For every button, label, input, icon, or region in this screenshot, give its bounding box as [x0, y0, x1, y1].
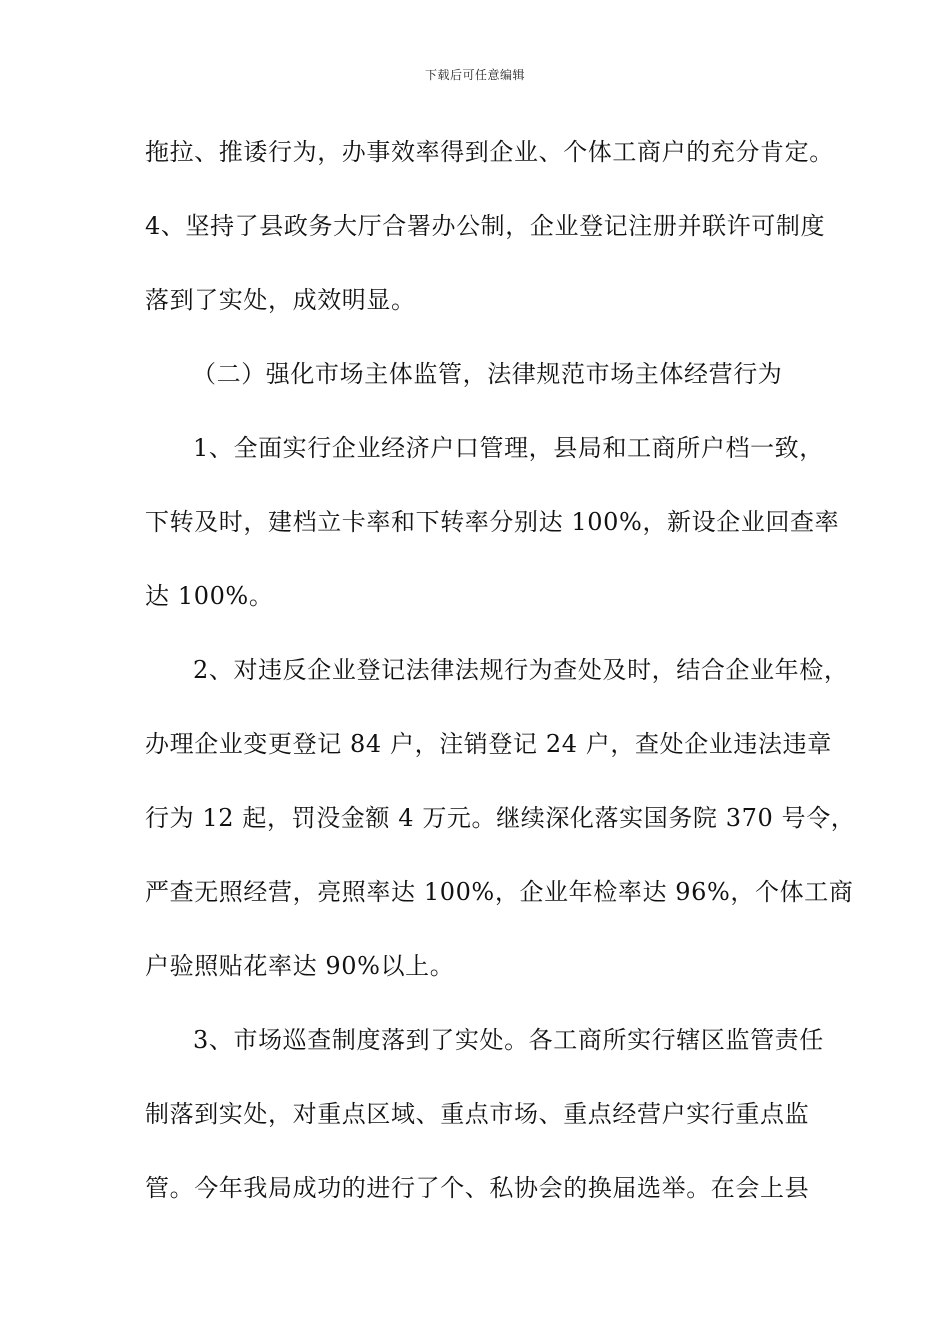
body-line: 管。今年我局成功的进行了个、私协会的换届选举。在会上县 — [145, 1174, 810, 1202]
body-line: 严查无照经营，亮照率达 100%，企业年检率达 96%，个体工商 — [145, 878, 854, 906]
body-line: 下转及时，建档立卡率和下转率分别达 100%，新设企业回查率 — [145, 508, 840, 536]
body-line: 落到了实处，成效明显。 — [145, 286, 416, 314]
body-line: 2、对违反企业登记法律法规行为查处及时，结合企业年检， — [193, 656, 849, 684]
body-line: 3、市场巡查制度落到了实处。各工商所实行辖区监管责任 — [193, 1026, 824, 1054]
body-line: 户验照贴花率达 90%以上。 — [145, 952, 455, 980]
section-heading: （二）强化市场主体监管，法律规范市场主体经营行为 — [192, 360, 783, 388]
body-line: 办理企业变更登记 84 户，注销登记 24 户，查处企业违法违章 — [145, 730, 832, 758]
page-header: 下载后可任意编辑 — [424, 68, 525, 82]
body-line: 4、坚持了县政务大厅合署办公制，企业登记注册并联许可制度 — [145, 212, 826, 240]
body-line: 1、全面实行企业经济户口管理，县局和工商所户档一致， — [193, 434, 824, 462]
body-line: 行为 12 起，罚没金额 4 万元。继续深化落实国务院 370 号令， — [145, 804, 856, 832]
body-line: 拖拉、推诿行为，办事效率得到企业、个体工商户的充分肯定。 — [145, 138, 834, 166]
body-line: 达 100%。 — [145, 582, 274, 610]
body-line: 制落到实处，对重点区域、重点市场、重点经营户实行重点监 — [145, 1100, 810, 1128]
